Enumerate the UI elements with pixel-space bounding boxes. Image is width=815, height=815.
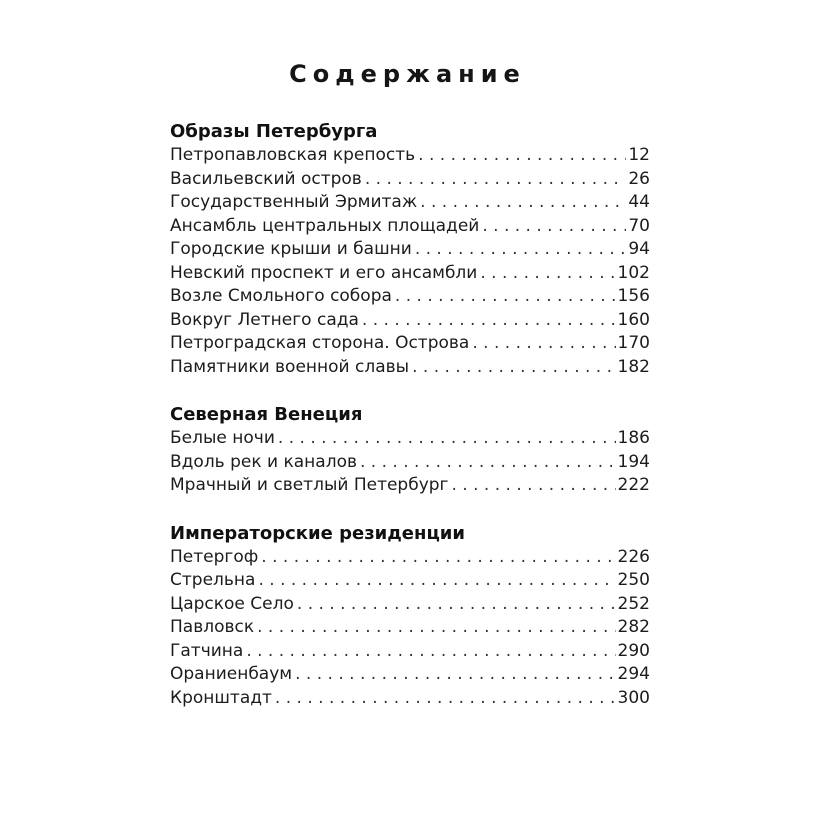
entry-page-number: 194 (617, 451, 650, 472)
toc-entry (170, 262, 650, 286)
entry-label: Петропавловская крепость (170, 145, 416, 165)
toc-section (170, 120, 650, 379)
entry-label: Петергоф (170, 546, 259, 567)
entry-label: Павловск (170, 617, 255, 637)
toc-entry (170, 332, 650, 356)
entry-label: Кронштадт (170, 687, 272, 708)
entry-page-number: 170 (617, 333, 650, 353)
entry-page-number: 252 (617, 593, 650, 614)
toc-entry (170, 285, 650, 309)
entry-label: Царское Село (170, 593, 294, 614)
entry-label: Васильевский остров (170, 168, 362, 189)
entry-label: Мрачный и светлый Петербург (170, 475, 449, 495)
entry-label: Невский проспект и его ансамбли (170, 262, 478, 283)
dot-leader (362, 168, 627, 192)
toc-entry (170, 309, 650, 333)
toc-entry (170, 356, 650, 380)
entry-label: Вокруг Летнего сада (170, 309, 359, 330)
entry-label: Вдоль рек и каналов (170, 451, 357, 472)
dot-leader (294, 593, 616, 617)
toc-entry (170, 546, 650, 570)
toc-entry (170, 640, 650, 664)
entry-page-number: 300 (617, 687, 650, 708)
toc-entry (170, 616, 650, 640)
toc-entry (170, 144, 650, 168)
entry-page-number: 186 (617, 428, 650, 448)
page-title: Содержание (289, 60, 526, 88)
dot-leader (417, 191, 626, 215)
section-title: Императорские резиденции (170, 522, 466, 544)
entry-label: Ораниенбаум (170, 664, 293, 684)
dot-leader (477, 262, 615, 286)
dot-leader (469, 332, 615, 356)
entry-page-number: 290 (617, 640, 650, 661)
entry-label: Памятники военной славы (170, 356, 410, 377)
dot-leader (415, 144, 626, 168)
entry-page-number: 282 (617, 617, 650, 637)
entry-page-number: 70 (628, 215, 650, 236)
dot-leader (409, 356, 615, 380)
entry-page-number: 156 (617, 286, 650, 306)
entry-page-number: 44 (628, 192, 650, 212)
dot-leader (272, 687, 616, 711)
table-of-contents (170, 120, 650, 710)
dot-leader (359, 309, 616, 333)
dot-leader (479, 215, 626, 239)
entry-label: Ансамбль центральных площадей (170, 215, 480, 236)
dot-leader (255, 569, 615, 593)
dot-leader (254, 616, 615, 640)
entry-label: Гатчина (170, 640, 244, 661)
dot-leader (243, 640, 615, 664)
section-title: Северная Венеция (170, 404, 363, 425)
entry-label: Петроградская сторона. Острова (170, 333, 470, 353)
entry-label: Стрельна (170, 570, 256, 590)
dot-leader (292, 663, 615, 687)
entry-page-number: 160 (617, 309, 650, 330)
entry-page-number: 26 (628, 168, 650, 189)
entry-page-number: 222 (617, 475, 650, 495)
toc-entry (170, 687, 650, 711)
toc-entry (170, 451, 650, 475)
dot-leader (275, 427, 616, 451)
toc-entry (170, 191, 650, 215)
entry-page-number: 12 (628, 145, 650, 165)
dot-leader (357, 451, 616, 475)
entry-page-number: 226 (617, 546, 650, 567)
toc-entry (170, 168, 650, 192)
dot-leader (449, 474, 616, 498)
entry-label: Государственный Эрмитаж (170, 192, 418, 212)
entry-page-number: 182 (617, 356, 650, 377)
entry-page-number: 102 (617, 262, 650, 283)
entry-page-number: 250 (617, 570, 650, 590)
toc-entry (170, 663, 650, 687)
dot-leader (412, 238, 627, 262)
entry-label: Белые ночи (170, 428, 275, 448)
section-title: Образы Петербурга (170, 121, 378, 142)
toc-entry (170, 569, 650, 593)
toc-entry (170, 215, 650, 239)
entry-page-number: 294 (617, 664, 650, 684)
toc-section (170, 522, 650, 711)
toc-section (170, 403, 650, 498)
toc-entry (170, 474, 650, 498)
entry-page-number: 94 (628, 239, 650, 259)
dot-leader (392, 285, 616, 309)
entry-label: Городские крыши и башни (170, 239, 412, 259)
toc-entry (170, 593, 650, 617)
toc-entry (170, 238, 650, 262)
toc-entry (170, 427, 650, 451)
dot-leader (258, 546, 615, 570)
entry-label: Возле Смольного собора (170, 286, 392, 306)
